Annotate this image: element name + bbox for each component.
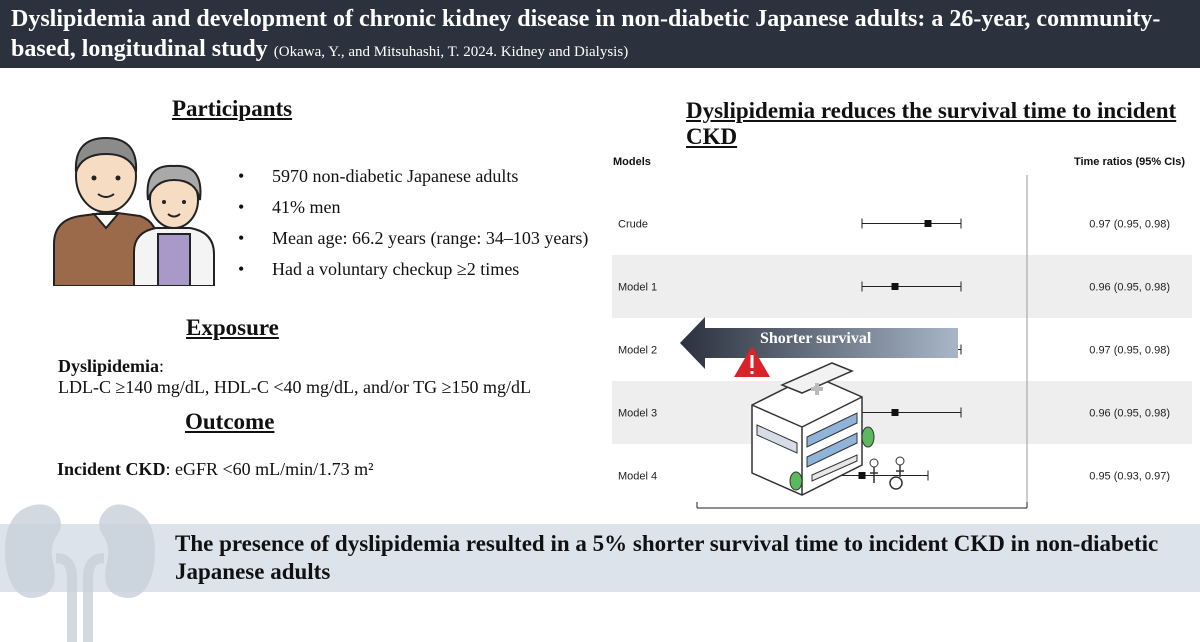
participants-heading: Participants (172, 96, 293, 121)
forest-plot (600, 145, 1200, 520)
exposure-label-line (58, 355, 164, 377)
shorter-survival-label: Shorter survival (760, 330, 872, 347)
models-column-header: Models (613, 156, 651, 168)
model-label: Crude (618, 218, 648, 231)
outcome-heading: Outcome (185, 409, 275, 434)
outcome-definition: : eGFR <60 mL/min/1.73 m² (165, 459, 374, 479)
exposure-heading: Exposure (186, 315, 279, 340)
outcome-line (57, 458, 374, 480)
header-banner (0, 0, 1200, 68)
model-label: Model 3 (618, 407, 658, 420)
title-text: Dyslipidemia and development of chronic kidney disease in non-diabetic Japanese adults: a 26-year, community-based, longitudinal study (11, 6, 1161, 62)
point-estimate (859, 472, 866, 479)
page-title (11, 4, 1191, 67)
point-estimate (892, 283, 899, 290)
model-label: Model 1 (618, 281, 658, 294)
estimate-label: 0.97 (0.95, 0.98) (1089, 344, 1170, 357)
citation: (Okawa, Y., and Mitsuhashi, T. 2024. Kidney and Dialysis) (273, 44, 629, 60)
estimate-label: 0.97 (0.95, 0.98) (1089, 218, 1170, 231)
conclusion-text: The presence of dyslipidemia resulted in a 5% shorter survival time to incident CKD in non-diabetic Japanese adults (175, 531, 1159, 584)
model-label: Model 4 (618, 470, 658, 483)
exposure-colon: : (159, 356, 165, 376)
estimate-label: 0.95 (0.93, 0.97) (1089, 470, 1170, 483)
exposure-label: Dyslipidemia (58, 356, 160, 376)
estimates-column-header: Time ratios (95% CIs) (1073, 156, 1185, 168)
list-item: • 41% men (238, 195, 588, 226)
outcome-label: Incident CKD (57, 459, 166, 479)
participants-list (238, 164, 588, 288)
list-item: • Had a voluntary checkup ≥2 times (238, 257, 588, 288)
point-estimate (925, 220, 932, 227)
exposure-definition: LDL-C ≥140 mg/dL, HDL-C <40 mg/dL, and/or TG ≥150 mg/dL (58, 377, 532, 397)
estimate-label: 0.96 (0.95, 0.98) (1089, 407, 1170, 420)
kidney-icon (0, 486, 170, 642)
list-item: • Mean age: 66.2 years (range: 34–103 years) (238, 226, 588, 257)
chart-title: Dyslipidemia reduces the survival time to incident CKD (686, 98, 1177, 149)
model-label: Model 2 (618, 344, 658, 357)
point-estimate (892, 409, 899, 416)
list-item: • 5970 non-diabetic Japanese adults (238, 164, 588, 195)
estimate-label: 0.96 (0.95, 0.98) (1089, 281, 1170, 294)
elderly-couple-illustration (50, 124, 222, 286)
